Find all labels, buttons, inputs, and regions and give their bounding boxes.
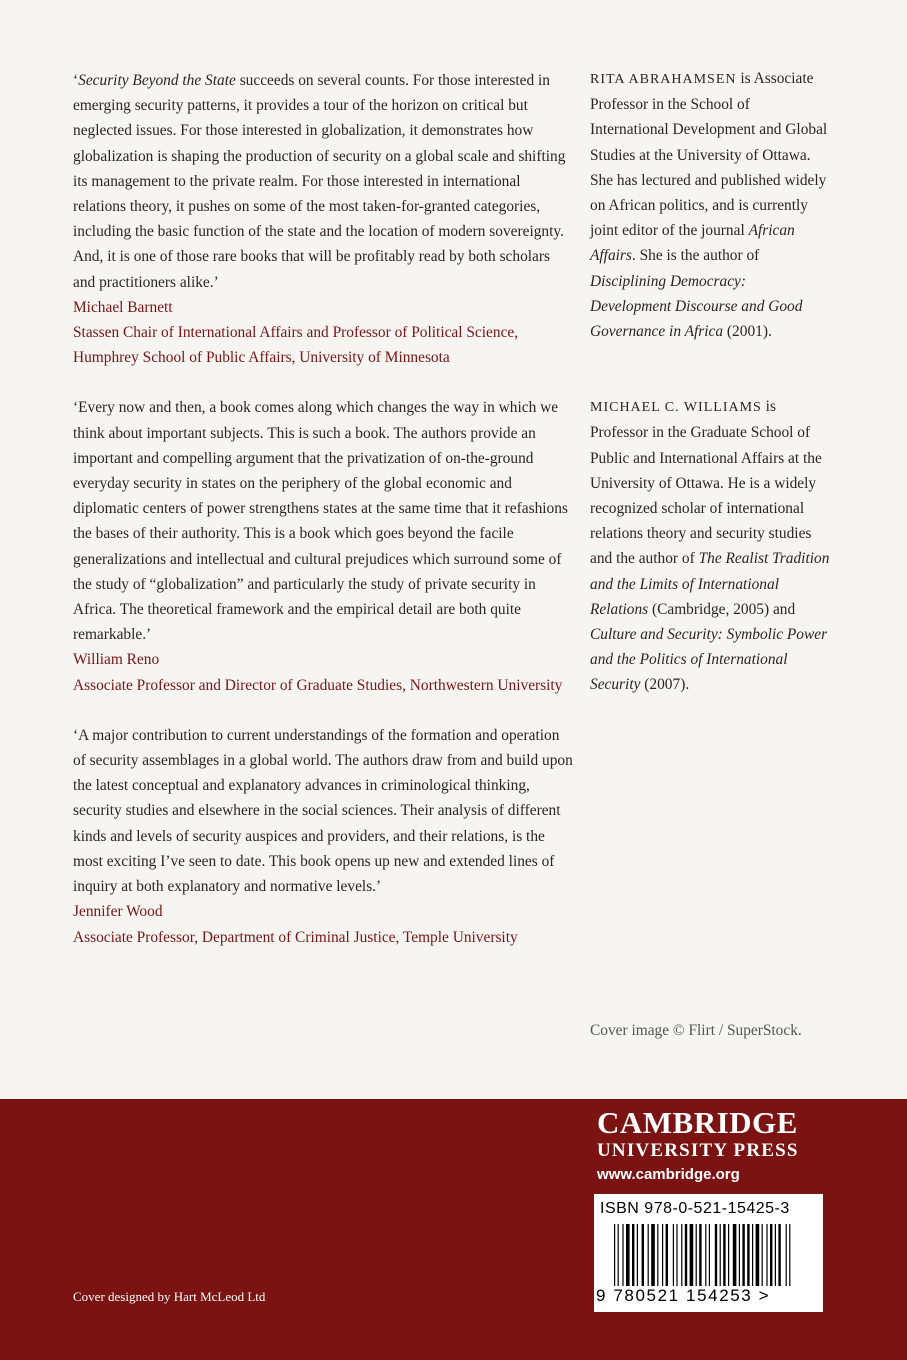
bio-text: (Cambridge, 2005) and <box>648 600 796 618</box>
quote-author: William Reno <box>73 651 160 669</box>
endorsement-barnett <box>73 68 573 370</box>
cover-designer-credit: Cover designed by Hart McLeod Ltd <box>73 1289 266 1304</box>
book-title: Culture and Security: Symbolic Power and the Politics of International Security <box>590 626 828 694</box>
quote-text <box>73 68 573 295</box>
bio-williams <box>590 394 830 697</box>
publisher-press: UNIVERSITY PRESS <box>597 1140 799 1161</box>
endorsement-wood <box>73 723 573 950</box>
barcode-digits: 9 780521 154253 > <box>596 1286 771 1305</box>
bio-text: is Associate Professor in the School of International Development and Global Studies at the University of Ottawa. She has lectured and published widely on African politics, and is currently joint editor of the journal <box>590 70 828 240</box>
isbn-label: ISBN 978-0-521-15425-3 <box>600 1200 790 1217</box>
endorsements <box>73 68 573 975</box>
quote-affiliation: Associate Professor, Department of Criminal Justice, Temple University <box>73 928 518 946</box>
endorsement-reno <box>73 395 573 697</box>
isbn-barcode <box>594 1194 823 1312</box>
quote-author: Jennifer Wood <box>73 903 163 921</box>
barcode-icon <box>614 1224 804 1286</box>
bio-text: is Professor in the Graduate School of Public and International Affairs at the University of Ottawa. He is a widely recognized scholar of international relations theory and security studies and the author of <box>590 398 822 568</box>
bio-text: (2001). <box>723 323 772 341</box>
quote-author: Michael Barnett <box>73 298 173 316</box>
quote-affiliation: Associate Professor and Director of Graduate Studies, Northwestern University <box>73 676 563 694</box>
cover-image-credit: Cover image © Flirt / SuperStock. <box>590 1022 802 1039</box>
quote-text: ‘A major contribution to current understandings of the formation and operation of security assemblages in a global world. The authors draw from and build upon the latest conceptual and explanatory advances in criminological thinking, security studies and elsewhere in the social sciences. Their analysis of different kinds and levels of security auspices and providers, and their relations, is the most exciting I’ve seen to date. This book opens up new and extended lines of inquiry at both explanatory and normative levels.’ <box>73 726 573 896</box>
book-title-italic: Security Beyond the State <box>78 72 236 89</box>
open-quote: ‘ <box>73 72 79 89</box>
book-title: The Realist Tradition and the Limits of International Relations <box>590 550 830 618</box>
bio-text: . She is the author of <box>631 247 760 265</box>
bio-text: (2007). <box>640 676 690 694</box>
quote-affiliation: Stassen Chair of International Affairs and Professor of Political Science, Humphrey School of Public Affairs, University of Minnesota <box>73 324 519 367</box>
quote-body: succeeds on several counts. For those interested in emerging security patterns, it provides a tour of the horizon on critical but neglected issues. For those interested in globalization, it demonstrates how globalization is shaping the production of security on a global scale and shifting its management to the private realm. For those interested in international relations theory, it pushes on some of the most taken-for-granted categories, including the basic function of the state and the location of modern sovereignty. And, it is one of those rare books that will be profitably read by both scholars and practitioners alike.’ <box>73 72 566 291</box>
publisher-website: www.cambridge.org <box>597 1166 740 1183</box>
bio-abrahamsen <box>590 66 830 344</box>
author-name: MICHAEL C. WILLIAMS <box>590 400 762 416</box>
author-bios <box>590 66 830 748</box>
publisher-name: CAMBRIDGE <box>597 1105 798 1140</box>
journal-title: African Affairs <box>590 222 795 265</box>
book-title: Disciplining Democracy: Development Discourse and Good Governance in Africa <box>590 272 803 341</box>
quote-text: ‘Every now and then, a book comes along which changes the way in which we think about important subjects. This is such a book. The authors provide an important and compelling argument that the privatization of on-the-ground everyday security in states on the periphery of the global economic and diplomatic centers of power strengthens states at the same time that it refashions the bases of their authority. This is a book which goes beyond the facile generalizations and intellectual and cultural prejudices which surround some of the study of “globalization” and particularly the study of private security in Africa. The theoretical framework and the empirical detail are both quite remarkable.’ <box>73 399 568 644</box>
publisher-logo <box>597 1106 827 1183</box>
author-name: RITA ABRAHAMSEN <box>590 72 737 87</box>
